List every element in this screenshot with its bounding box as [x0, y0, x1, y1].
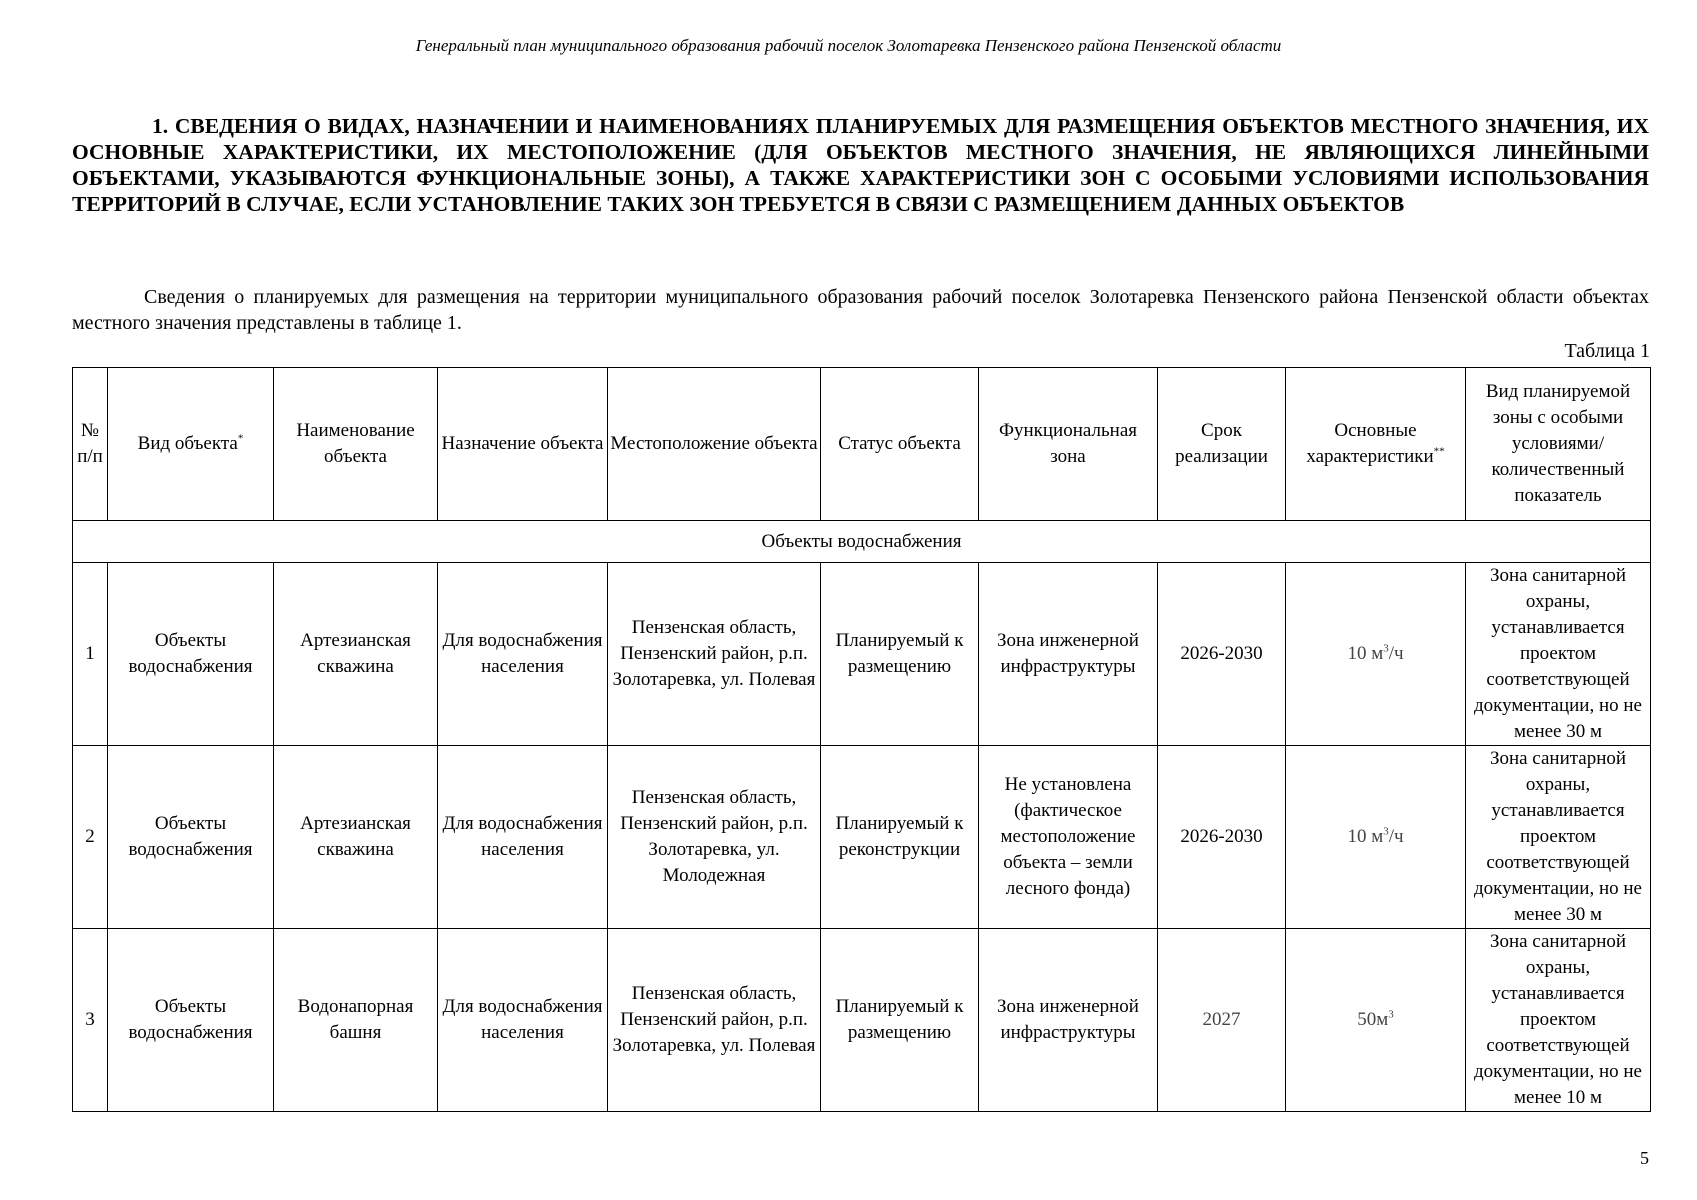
group-title: Объекты водоснабжения [73, 521, 1651, 563]
cell-chars [1286, 563, 1466, 746]
cell-location: Пензенская область, Пензенский район, р.п. Золотаревка, ул. Молодежная [608, 746, 821, 929]
cell-special-zone: Зона санитарной охраны, устанавливается проектом соответствующей документации, но не менее 30 м [1466, 746, 1651, 929]
cell-num: 3 [73, 929, 108, 1112]
cell-status: Планируемый к размещению [821, 929, 979, 1112]
cell-zone: Зона инженерной инфраструктуры [979, 563, 1158, 746]
objects-table [72, 367, 1651, 1112]
chars-exponent: 3 [1383, 642, 1389, 655]
cell-term: 2026-2030 [1158, 746, 1286, 929]
page-number: 5 [1640, 1148, 1649, 1168]
cell-type: Объекты водоснабжения [108, 746, 274, 929]
header-purpose: Назначение объекта [438, 368, 608, 521]
header-type [108, 368, 274, 521]
chars-value: 10 м [1347, 643, 1384, 664]
header-location: Местоположение объекта [608, 368, 821, 521]
header-type-label: Вид объекта [137, 433, 238, 454]
header-term: Срок реализации [1158, 368, 1286, 521]
group-row [73, 521, 1651, 563]
chars-exponent: 3 [1388, 1008, 1394, 1021]
table-row [73, 929, 1651, 1112]
cell-purpose: Для водоснабжения населения [438, 929, 608, 1112]
header-num: № п/п [73, 368, 108, 521]
cell-name: Артезианская скважина [274, 563, 438, 746]
cell-zone: Не установлена (фактическое местоположение объекта – земли лесного фонда) [979, 746, 1158, 929]
chars-value: 50м [1357, 1009, 1389, 1030]
header-special-zone: Вид планируемой зоны с особыми условиями/ количественный показатель [1466, 368, 1651, 521]
intro-paragraph: Сведения о планируемых для размещения на территории муниципального образования рабочий поселок Золотаревка Пензенского района Пензенской области объектах местного значения представлены в таблице 1. [72, 286, 1649, 334]
running-header: Генеральный план муниципального образования рабочий поселок Золотаревка Пензенского района Пензенской области [415, 36, 1282, 55]
header-chars-footnote-mark: ** [1433, 445, 1445, 458]
chars-unit-tail: /ч [1388, 826, 1404, 847]
chars-exponent: 3 [1383, 825, 1389, 838]
header-status: Статус объекта [821, 368, 979, 521]
cell-name: Водонапорная башня [274, 929, 438, 1112]
chars-value: 10 м [1347, 826, 1384, 847]
table-caption: Таблица 1 [1564, 340, 1650, 362]
section-title: 1. СВЕДЕНИЯ О ВИДАХ, НАЗНАЧЕНИИ И НАИМЕНОВАНИЯХ ПЛАНИРУЕМЫХ ДЛЯ РАЗМЕЩЕНИЯ ОБЪЕКТОВ МЕСТНОГО ЗНАЧЕНИЯ, ИХ ОСНОВНЫЕ ХАРАКТЕРИСТИКИ, ИХ МЕСТОПОЛОЖЕНИЕ (ДЛЯ ОБЪЕКТОВ МЕСТНОГО ЗНАЧЕНИЯ, НЕ ЯВЛЯЮЩИХСЯ ЛИНЕЙНЫМИ ОБЪЕКТАМИ, УКАЗЫВАЮТСЯ ФУНКЦИОНАЛЬНЫЕ ЗОНЫ), А ТАКЖЕ ХАРАКТЕРИСТИКИ ЗОН С ОСОБЫМИ УСЛОВИЯМИ ИСПОЛЬЗОВАНИЯ ТЕРРИТОРИЙ В СЛУЧАЕ, ЕСЛИ УСТАНОВЛЕНИЕ ТАКИХ ЗОН ТРЕБУЕТСЯ В СВЯЗИ С РАЗМЕЩЕНИЕМ ДАННЫХ ОБЪЕКТОВ [72, 114, 1649, 216]
cell-purpose: Для водоснабжения населения [438, 746, 608, 929]
cell-chars [1286, 929, 1466, 1112]
table-header-row [73, 368, 1651, 521]
header-name: Наименование объекта [274, 368, 438, 521]
cell-term: 2026-2030 [1158, 563, 1286, 746]
header-chars-label: Основные характеристики [1306, 420, 1434, 467]
table-row [73, 746, 1651, 929]
header-chars [1286, 368, 1466, 521]
cell-type: Объекты водоснабжения [108, 563, 274, 746]
cell-purpose: Для водоснабжения населения [438, 563, 608, 746]
cell-type: Объекты водоснабжения [108, 929, 274, 1112]
cell-location: Пензенская область, Пензенский район, р.п. Золотаревка, ул. Полевая [608, 563, 821, 746]
table-row [73, 563, 1651, 746]
cell-location: Пензенская область, Пензенский район, р.п. Золотаревка, ул. Полевая [608, 929, 821, 1112]
cell-status: Планируемый к размещению [821, 563, 979, 746]
cell-name: Артезианская скважина [274, 746, 438, 929]
cell-chars [1286, 746, 1466, 929]
chars-unit-tail: /ч [1388, 643, 1404, 664]
header-type-footnote-mark: * [237, 432, 244, 445]
cell-status: Планируемый к реконструкции [821, 746, 979, 929]
cell-num: 2 [73, 746, 108, 929]
cell-num: 1 [73, 563, 108, 746]
header-zone: Функциональная зона [979, 368, 1158, 521]
cell-special-zone: Зона санитарной охраны, устанавливается проектом соответствующей документации, но не менее 10 м [1466, 929, 1651, 1112]
cell-term: 2027 [1158, 929, 1286, 1112]
cell-zone: Зона инженерной инфраструктуры [979, 929, 1158, 1112]
cell-special-zone: Зона санитарной охраны, устанавливается проектом соответствующей документации, но не менее 30 м [1466, 563, 1651, 746]
